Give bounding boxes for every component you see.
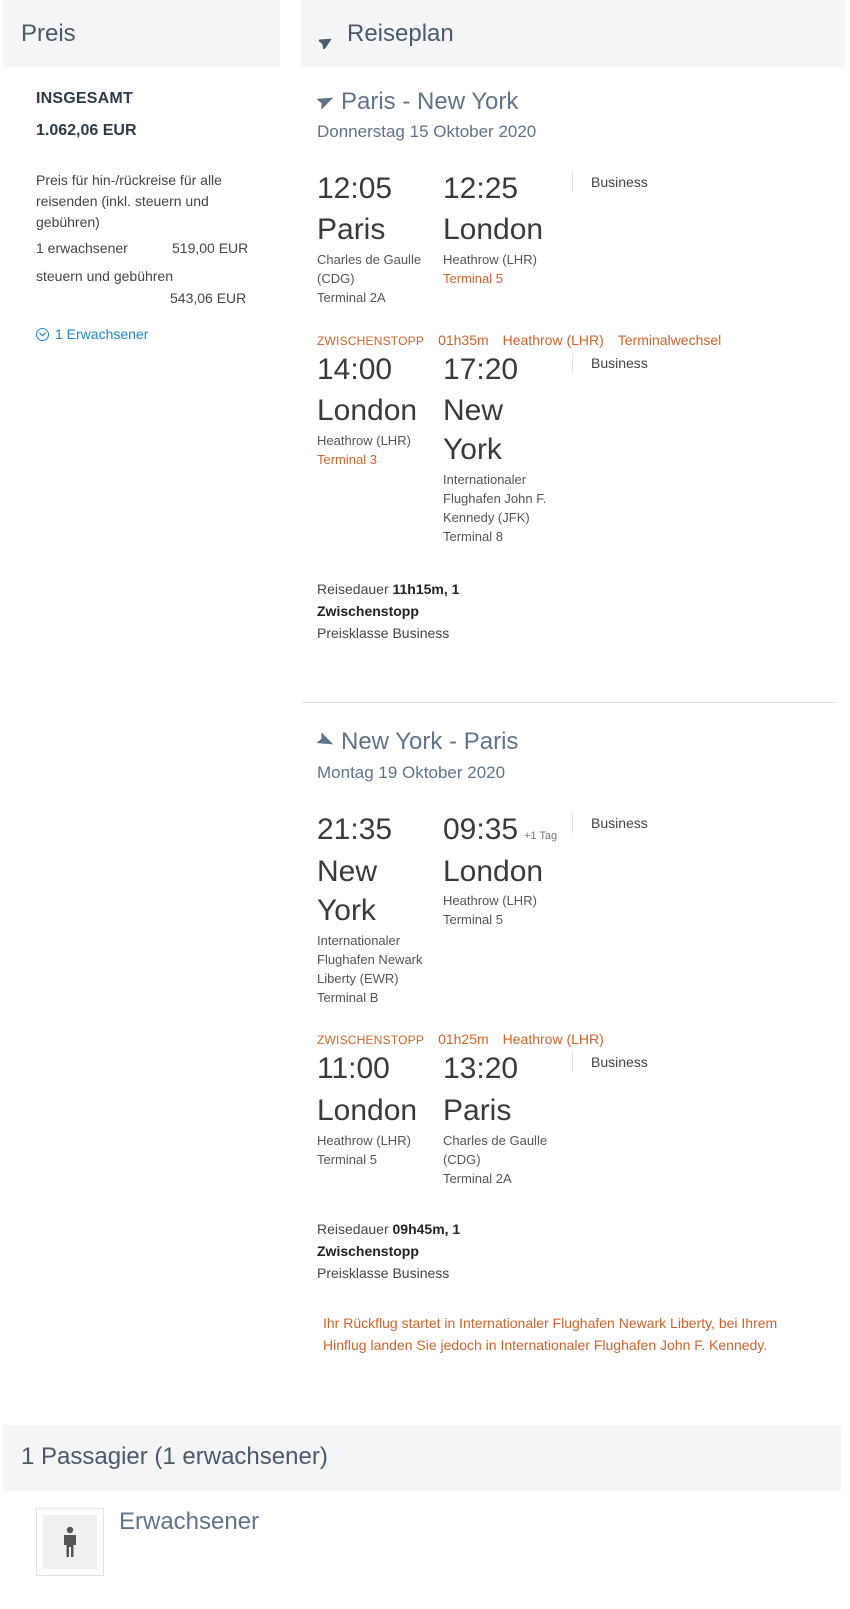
plane-icon [319, 28, 333, 42]
stopover-airport: Heathrow (LHR) [502, 1031, 604, 1047]
section-divider [301, 702, 836, 703]
outbound-leg2-arr-city-line1: New [443, 394, 504, 427]
outbound-leg1-arr-time: 12:25 [443, 172, 519, 205]
outbound-leg2-dep-time: 14:00 [317, 353, 393, 386]
airport-mismatch-warning: Ihr Rückflug startet in Internationaler Flughafen Newark Liberty, bei Ihrem Hinflug landen Sie jedoch in Internationaler Flughafen John F. Kennedy. [323, 1315, 778, 1353]
return-date: Montag 19 Oktober 2020 [317, 763, 506, 782]
outbound-route-title [317, 88, 518, 116]
passenger-toggle[interactable] [36, 326, 148, 342]
return-leg2-arr-terminal: Terminal 2A [443, 1171, 512, 1186]
outbound-date: Donnerstag 15 Oktober 2020 [317, 122, 537, 141]
price-description: Preis für hin-/rückreise für alle reisenden (inkl. steuern und gebühren) [36, 172, 222, 230]
passengers-header-title: 1 Passagier (1 erwachsener) [21, 1443, 328, 1470]
return-leg1-arr-time: 09:35 [443, 813, 519, 846]
return-leg1-arr-airport: Heathrow (LHR) [443, 893, 537, 908]
return-leg1-dep-terminal: Terminal B [317, 990, 379, 1005]
fare-class: Preisklasse Business [317, 625, 450, 641]
fare-class: Preisklasse Business [317, 1265, 450, 1281]
return-leg2-dep-time: 11:00 [317, 1052, 390, 1085]
stopover-duration: 01h25m [438, 1031, 489, 1047]
tax-amount: 543,06 EUR [170, 290, 247, 306]
duration-value: 09h45m, 1 [392, 1221, 461, 1237]
outbound-leg1-dep-terminal: Terminal 2A [317, 290, 386, 305]
tax-label: steuern und gebühren [36, 268, 173, 284]
duration-value: 11h15m, 1 [392, 581, 460, 597]
outbound-leg2-arr-terminal: Terminal 8 [443, 529, 503, 544]
return-leg1-dep-city-line2: York [317, 894, 376, 927]
chevron-down-icon [36, 328, 49, 341]
divider [572, 813, 573, 833]
return-summary [317, 1218, 517, 1284]
plane-departure-icon [317, 88, 335, 116]
return-leg2-arr-airport-line1: Charles de Gaulle [443, 1133, 548, 1148]
return-leg2-dep-terminal: Terminal 5 [317, 1152, 377, 1167]
return-leg1-dep-airport-line2: Flughafen Newark [317, 952, 423, 967]
outbound-leg2-arr-time: 17:20 [443, 353, 519, 386]
return-leg1-arr-city: London [443, 855, 544, 888]
return-route-title [317, 728, 518, 756]
outbound-leg2-dep-city: London [317, 394, 418, 427]
price-panel-header [3, 0, 280, 67]
return-leg2-class: Business [591, 1054, 648, 1070]
stops-label: Zwischenstopp [317, 1243, 419, 1259]
outbound-leg1-arr-city: London [443, 213, 544, 246]
outbound-leg2-arr-city-line2: York [443, 433, 502, 466]
outbound-leg1-dep-airport: Charles de Gaulle (CDG) [317, 252, 422, 286]
outbound-stopover [317, 332, 721, 348]
return-leg1-arr-terminal: Terminal 5 [443, 912, 503, 927]
divider [572, 172, 573, 192]
avatar [36, 1508, 104, 1576]
duration-label: Reisedauer [317, 581, 389, 597]
outbound-leg2-dep-terminal: Terminal 3 [317, 452, 377, 467]
outbound-leg1-dep-time: 12:05 [317, 172, 393, 205]
return-leg1-dep-time: 21:35 [317, 813, 393, 846]
return-leg1-dep-airport-line3: Liberty (EWR) [317, 971, 399, 986]
duration-label: Reisedauer [317, 1221, 389, 1237]
return-leg2-dep-city: London [317, 1094, 418, 1127]
outbound-leg2-class: Business [591, 355, 648, 371]
stopover-label: ZWISCHENSTOPP [317, 1033, 425, 1047]
stopover-label: ZWISCHENSTOPP [317, 334, 425, 348]
divider [572, 1052, 573, 1072]
return-leg2-arr-airport-line2: (CDG) [443, 1152, 481, 1167]
outbound-title-text: Paris - New York [341, 88, 519, 115]
outbound-leg1-dep-city: Paris [317, 213, 386, 246]
stopover-airport: Heathrow (LHR) [502, 332, 604, 348]
itinerary-panel-header [301, 0, 845, 67]
adult-price-amount: 519,00 EUR [172, 240, 249, 256]
total-amount: 1.062,06 EUR [36, 122, 137, 139]
stopover-duration: 01h35m [438, 332, 489, 348]
stops-label: Zwischenstopp [317, 603, 419, 619]
outbound-leg2-arr-airport-line1: Internationaler [443, 472, 527, 487]
outbound-leg1-class: Business [591, 174, 648, 190]
return-leg1-class: Business [591, 815, 648, 831]
passenger-toggle-label: 1 Erwachsener [55, 326, 149, 342]
outbound-leg2-dep-airport: Heathrow (LHR) [317, 433, 411, 448]
outbound-leg1-arr-terminal: Terminal 5 [443, 271, 503, 286]
total-label: INSGESAMT [36, 90, 133, 107]
return-stopover [317, 1031, 604, 1047]
return-leg2-arr-time: 13:20 [443, 1052, 519, 1085]
outbound-leg1-arr-airport: Heathrow (LHR) [443, 252, 537, 267]
outbound-summary [317, 578, 517, 644]
return-leg1-dep-airport-line1: Internationaler [317, 933, 401, 948]
price-header-title: Preis [21, 20, 76, 47]
adult-price-label: 1 erwachsener [36, 240, 128, 256]
outbound-leg2-arr-airport-line3: Kennedy (JFK) [443, 510, 530, 525]
return-leg2-dep-airport: Heathrow (LHR) [317, 1133, 411, 1148]
return-title-text: New York - Paris [341, 728, 519, 755]
itinerary-header-title: Reiseplan [347, 20, 454, 47]
passengers-panel-header [3, 1425, 841, 1491]
adult-passenger-label: Erwachsener [119, 1508, 260, 1535]
divider [572, 353, 573, 373]
day-offset-badge: +1 Tag [524, 830, 558, 842]
stopover-note: Terminalwechsel [617, 332, 722, 348]
plane-arrival-icon [317, 728, 335, 756]
outbound-leg2-arr-airport-line2: Flughafen John F. [443, 491, 547, 506]
person-icon [43, 1515, 97, 1569]
return-leg2-arr-city: Paris [443, 1094, 512, 1127]
return-leg1-dep-city-line1: New [317, 855, 378, 888]
